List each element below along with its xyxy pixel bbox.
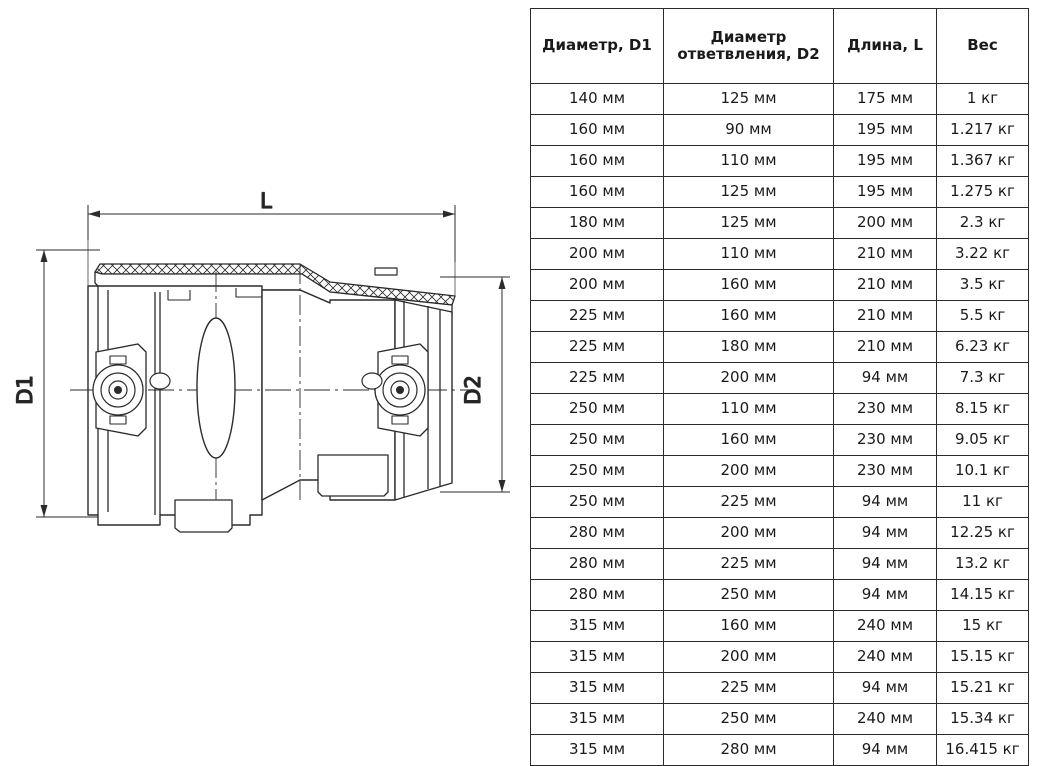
dimension-label-D2: D2: [461, 375, 485, 405]
table-cell: 200 мм: [531, 239, 664, 270]
table-cell: 3.5 кг: [937, 270, 1029, 301]
table-cell: 1 кг: [937, 84, 1029, 115]
table-cell: 16.415 кг: [937, 735, 1029, 766]
table-cell: 1.367 кг: [937, 146, 1029, 177]
table-cell: 6.23 кг: [937, 332, 1029, 363]
header-weight-line1: Вес: [967, 36, 998, 55]
table-cell: 15.15 кг: [937, 642, 1029, 673]
table-cell: 110 мм: [664, 239, 834, 270]
table-cell: 125 мм: [664, 177, 834, 208]
table-row: [531, 394, 1029, 425]
oval-port: [197, 318, 235, 458]
table-cell: 1.275 кг: [937, 177, 1029, 208]
table-cell: 230 мм: [834, 394, 937, 425]
table-cell: 200 мм: [664, 363, 834, 394]
table-cell: 94 мм: [834, 363, 937, 394]
specification-table-panel: [530, 8, 1030, 766]
table-row: [531, 363, 1029, 394]
table-cell: 240 мм: [834, 704, 937, 735]
table-cell: 250 мм: [531, 487, 664, 518]
table-cell: 210 мм: [834, 301, 937, 332]
table-cell: 280 мм: [531, 518, 664, 549]
table-row: [531, 673, 1029, 704]
table-cell: 180 мм: [664, 332, 834, 363]
table-row: [531, 301, 1029, 332]
table-cell: 180 мм: [531, 208, 664, 239]
table-row: [531, 549, 1029, 580]
dimension-label-D1: D1: [13, 375, 37, 405]
table-cell: 3.22 кг: [937, 239, 1029, 270]
table-cell: 225 мм: [664, 673, 834, 704]
dimension-length: [88, 205, 455, 262]
table-cell: 110 мм: [664, 146, 834, 177]
table-cell: 250 мм: [531, 394, 664, 425]
table-cell: 195 мм: [834, 146, 937, 177]
table-row: [531, 208, 1029, 239]
table-cell: 195 мм: [834, 115, 937, 146]
table-cell: 210 мм: [834, 332, 937, 363]
table-cell: 110 мм: [664, 394, 834, 425]
table-cell: 15.34 кг: [937, 704, 1029, 735]
table-cell: 200 мм: [834, 208, 937, 239]
table-row: [531, 177, 1029, 208]
table-cell: 9.05 кг: [937, 425, 1029, 456]
table-body: [531, 84, 1029, 766]
table-cell: 240 мм: [834, 611, 937, 642]
table-row: [531, 270, 1029, 301]
table-cell: 94 мм: [834, 673, 937, 704]
table-cell: 15.21 кг: [937, 673, 1029, 704]
table-cell: 2.3 кг: [937, 208, 1029, 239]
table-cell: 280 мм: [531, 580, 664, 611]
table-cell: 160 мм: [531, 177, 664, 208]
table-cell: 225 мм: [664, 487, 834, 518]
table-row: [531, 115, 1029, 146]
table-row: [531, 518, 1029, 549]
header-diameter-d2-line1: Диаметр: [710, 27, 787, 46]
table-row: [531, 84, 1029, 115]
table-cell: 230 мм: [834, 425, 937, 456]
table-cell: 210 мм: [834, 239, 937, 270]
table-row: [531, 580, 1029, 611]
table-cell: 225 мм: [531, 332, 664, 363]
table-cell: 195 мм: [834, 177, 937, 208]
table-cell: 250 мм: [664, 580, 834, 611]
table-cell: 315 мм: [531, 673, 664, 704]
table-cell: 94 мм: [834, 735, 937, 766]
table-cell: 225 мм: [664, 549, 834, 580]
table-cell: 240 мм: [834, 642, 937, 673]
table-cell: 7.3 кг: [937, 363, 1029, 394]
specification-table: [530, 8, 1029, 766]
table-cell: 140 мм: [531, 84, 664, 115]
table-cell: 8.15 кг: [937, 394, 1029, 425]
table-cell: 94 мм: [834, 549, 937, 580]
table-cell: 10.1 кг: [937, 456, 1029, 487]
table-cell: 315 мм: [531, 642, 664, 673]
table-cell: 315 мм: [531, 735, 664, 766]
table-cell: 200 мм: [531, 270, 664, 301]
table-cell: 230 мм: [834, 456, 937, 487]
table-cell: 160 мм: [664, 425, 834, 456]
table-cell: 12.25 кг: [937, 518, 1029, 549]
header-length: [834, 9, 937, 84]
table-header-row: [531, 9, 1029, 84]
header-diameter-d1-line1: Диаметр, D1: [542, 36, 652, 55]
table-row: [531, 239, 1029, 270]
table-row: [531, 456, 1029, 487]
header-diameter-d2-line2: ответвления, D2: [677, 45, 820, 63]
table-row: [531, 642, 1029, 673]
table-cell: 14.15 кг: [937, 580, 1029, 611]
table-row: [531, 735, 1029, 766]
table-cell: 200 мм: [664, 456, 834, 487]
table-cell: 160 мм: [664, 301, 834, 332]
table-cell: 250 мм: [531, 425, 664, 456]
table-cell: 315 мм: [531, 611, 664, 642]
table-row: [531, 425, 1029, 456]
table-cell: 15 кг: [937, 611, 1029, 642]
table-cell: 1.217 кг: [937, 115, 1029, 146]
table-cell: 210 мм: [834, 270, 937, 301]
dimension-label-L: L: [260, 189, 272, 213]
table-cell: 225 мм: [531, 363, 664, 394]
table-row: [531, 487, 1029, 518]
table-row: [531, 611, 1029, 642]
table-cell: 200 мм: [664, 518, 834, 549]
table-cell: 160 мм: [664, 611, 834, 642]
table-cell: 94 мм: [834, 580, 937, 611]
table-cell: 250 мм: [664, 704, 834, 735]
table-cell: 250 мм: [531, 456, 664, 487]
table-cell: 315 мм: [531, 704, 664, 735]
table-cell: 160 мм: [531, 115, 664, 146]
header-diameter-d2: [664, 9, 834, 84]
table-cell: 225 мм: [531, 301, 664, 332]
table-cell: 200 мм: [664, 642, 834, 673]
table-cell: 280 мм: [531, 549, 664, 580]
table-cell: 13.2 кг: [937, 549, 1029, 580]
table-head: [531, 9, 1029, 84]
header-weight: [937, 9, 1029, 84]
table-cell: 160 мм: [531, 146, 664, 177]
table-cell: 125 мм: [664, 84, 834, 115]
table-cell: 5.5 кг: [937, 301, 1029, 332]
table-cell: 175 мм: [834, 84, 937, 115]
table-row: [531, 704, 1029, 735]
table-cell: 94 мм: [834, 487, 937, 518]
table-row: [531, 146, 1029, 177]
table-cell: 125 мм: [664, 208, 834, 239]
table-cell: 280 мм: [664, 735, 834, 766]
header-length-line1: Длина, L: [847, 36, 923, 55]
table-row: [531, 332, 1029, 363]
table-cell: 160 мм: [664, 270, 834, 301]
header-diameter-d1: [531, 9, 664, 84]
table-cell: 94 мм: [834, 518, 937, 549]
table-cell: 90 мм: [664, 115, 834, 146]
table-cell: 11 кг: [937, 487, 1029, 518]
